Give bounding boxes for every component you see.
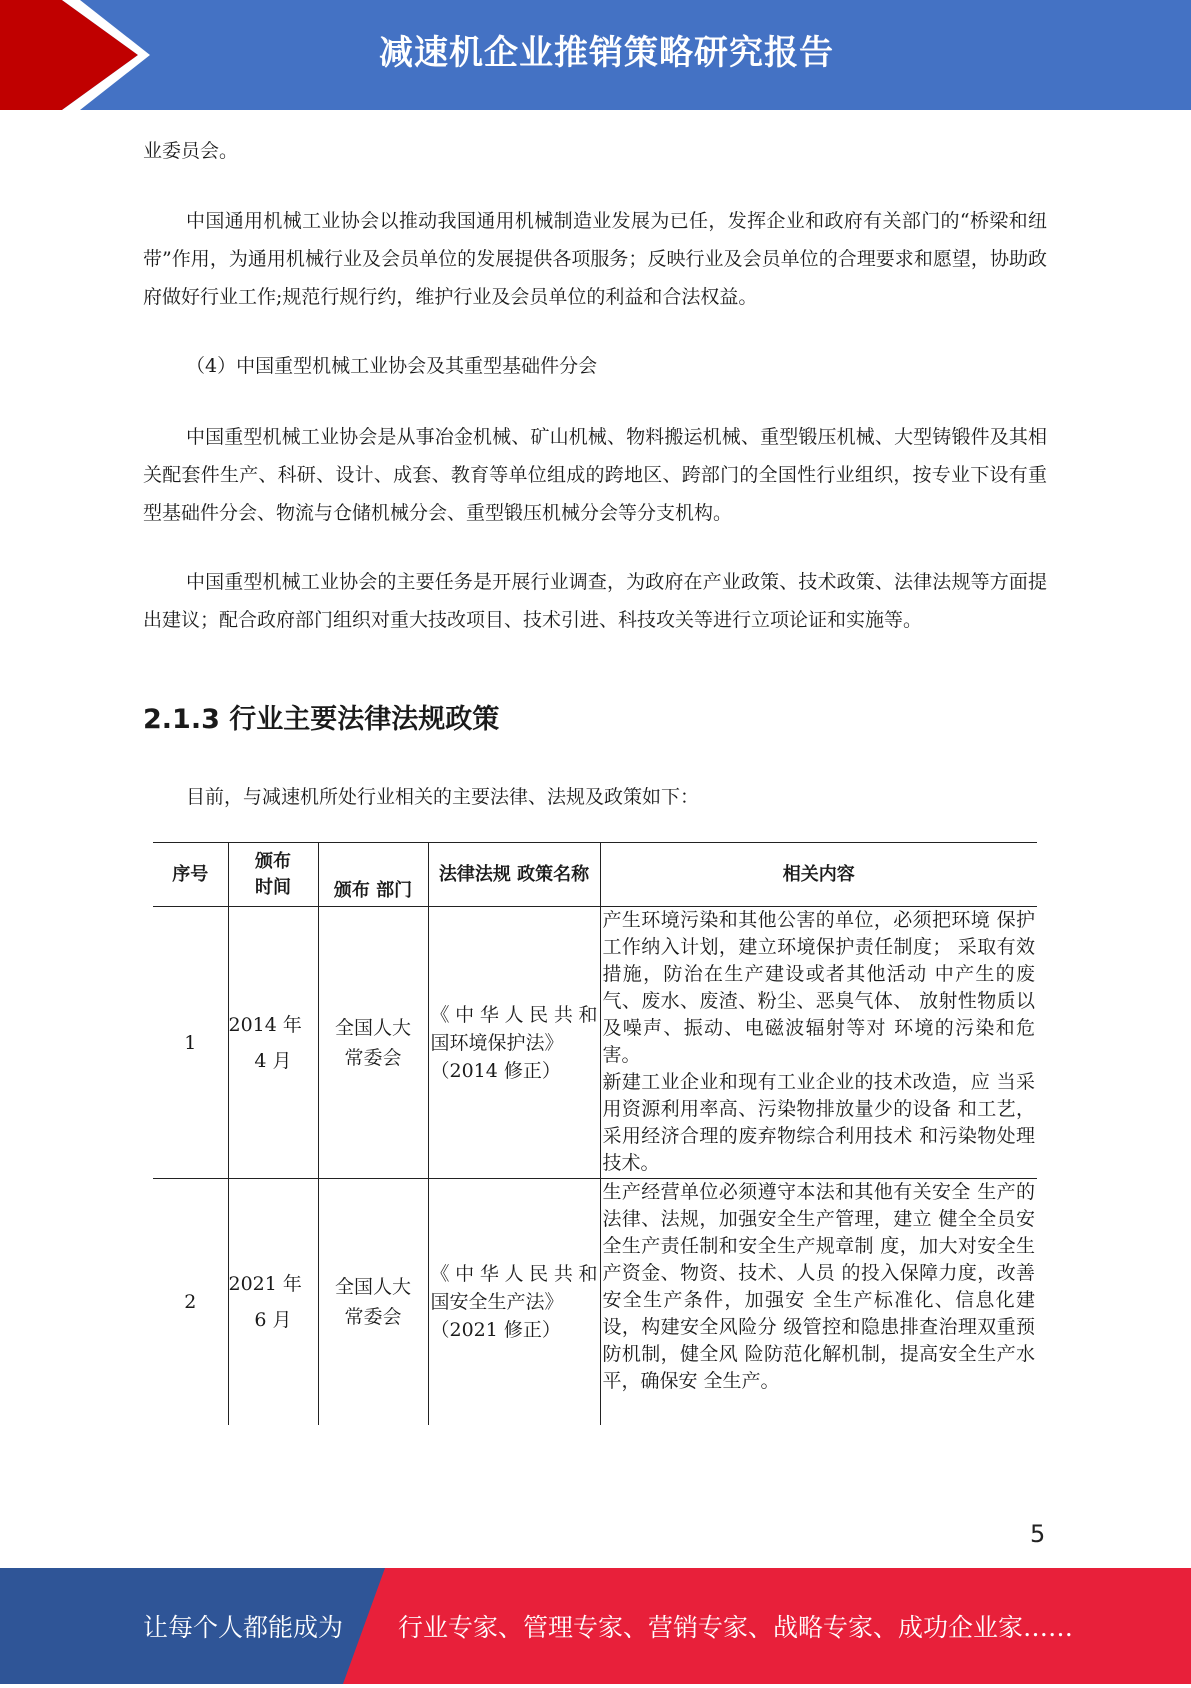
content-part-a: 产生环境污染和其他公害的单位，必须把环境 保护工作纳入计划，建立环境保护责任制度； 采取有效措施，防治在生产建设或者其他活动 中产生的废气、废水、废渣、粉尘、恶臭气体、 放射性物质以及噪声、振动、电磁波辐射等对 环境的污染和危害。 — [602, 909, 1035, 1066]
law-line-2: 国安全生产法》 — [430, 1290, 564, 1313]
header-law-text: 法律法规 政策名称 — [438, 863, 590, 885]
paragraph-4: 中国重型机械工业协会是从事冶金机械、矿山机械、物料搬运机械、重型锻压机械、大型铸锻件及其相关配套件生产、科研、设计、成套、教育等单位组成的跨地区、跨部门的全国性行业组织，按专业下设有重型基础件分会、物流与仓储机械分会、重型锻压机械分会等分支机构。 — [143, 426, 1047, 524]
page-number: 5 — [1030, 1520, 1046, 1548]
cell-law — [428, 1179, 600, 1425]
regulations-table — [153, 842, 1037, 1425]
report-title: 减速机企业推销策略研究报告 — [379, 33, 834, 73]
table-intro: 目前，与减速机所处行业相关的主要法律、法规及政策如下： — [186, 786, 700, 808]
table-row — [153, 1179, 1037, 1425]
header-seq: 序号 — [153, 843, 228, 907]
cell-seq: 2 — [153, 1179, 228, 1425]
page-footer — [0, 1568, 1191, 1684]
cell-date-year: 2014 年 — [228, 1013, 302, 1036]
table-row — [153, 907, 1037, 1179]
cell-date-month: 4 月 — [254, 1049, 292, 1072]
footer-slogan-left: 让每个人都能成为 — [143, 1613, 344, 1642]
page-header — [0, 0, 1191, 110]
law-line-3: （2021 修正） — [430, 1318, 561, 1341]
footer-slogan-right: 行业专家、管理专家、营销专家、战略专家、成功企业家…… — [398, 1613, 1074, 1642]
content-part-a: 生产经营单位必须遵守本法和其他有关安全 生产的法律、法规，加强安全生产管理，建立 健全全员安全生产责任制和安全生产规章制 度，加大对安全生产资金、物资、技术、人员 的投入保障力度，改善安全生产条件，加强安 全生产标准化、信息化建设，构建安全风险分 级管控和隐患排查治理双重预防机制，健全风 险防范化解机制，提高安全生产水平，确保安 全生产。 — [602, 1181, 1035, 1392]
law-line-1: 《中华人民共和 — [430, 1262, 598, 1285]
content-part-b: 新建工业企业和现有工业企业的技术改造，应 当采用资源利用率高、污染物排放量少的设备 和工艺，采用经济合理的废弃物综合利用技术 和污染物处理技术。 — [602, 1071, 1035, 1174]
cell-dept — [318, 1179, 428, 1425]
cell-date-month: 6 月 — [254, 1308, 292, 1331]
paragraph-3: （4）中国重型机械工业协会及其重型基础件分会 — [186, 355, 598, 377]
cell-seq: 1 — [153, 907, 228, 1179]
header-date-text: 颁布时间 — [255, 850, 291, 898]
cell-law — [428, 907, 600, 1179]
paragraph-2: 中国通用机械工业协会以推动我国通用机械制造业发展为已任，发挥企业和政府有关部门的“桥梁和纽带”作用，为通用机械行业及会员单位的发展提供各项服务；反映行业及会员单位的合理要求和愿望，协助政府做好行业工作;规范行规行约，维护行业及会员单位的利益和合法权益。 — [143, 210, 1047, 308]
paragraph-5: 中国重型机械工业协会的主要任务是开展行业调查，为政府在产业政策、技术政策、法律法规等方面提出建议；配合政府部门组织对重大技改项目、技术引进、科技攻关等进行立项论证和实施等。 — [143, 571, 1047, 631]
cell-dept-text: 全国人大常委会 — [334, 1275, 411, 1328]
table-header-row — [153, 843, 1037, 907]
header-content: 相关内容 — [600, 843, 1037, 907]
cell-date — [228, 907, 318, 1179]
law-line-3: （2014 修正） — [430, 1059, 561, 1082]
header-dept: 颁布 部门 — [318, 843, 428, 907]
law-line-2: 国环境保护法》 — [430, 1031, 564, 1054]
header-law — [428, 843, 600, 907]
cell-date — [228, 1179, 318, 1425]
section-heading: 2.1.3 行业主要法律法规政策 — [143, 704, 500, 735]
cell-date-year: 2021 年 — [228, 1272, 302, 1295]
header-date — [228, 843, 318, 907]
cell-content — [600, 907, 1037, 1179]
law-line-1: 《中华人民共和 — [430, 1003, 598, 1026]
cell-content — [600, 1179, 1037, 1425]
cell-dept — [318, 907, 428, 1179]
paragraph-1: 业委员会。 — [143, 140, 239, 162]
cell-dept-text: 全国人大常委会 — [334, 1016, 411, 1069]
